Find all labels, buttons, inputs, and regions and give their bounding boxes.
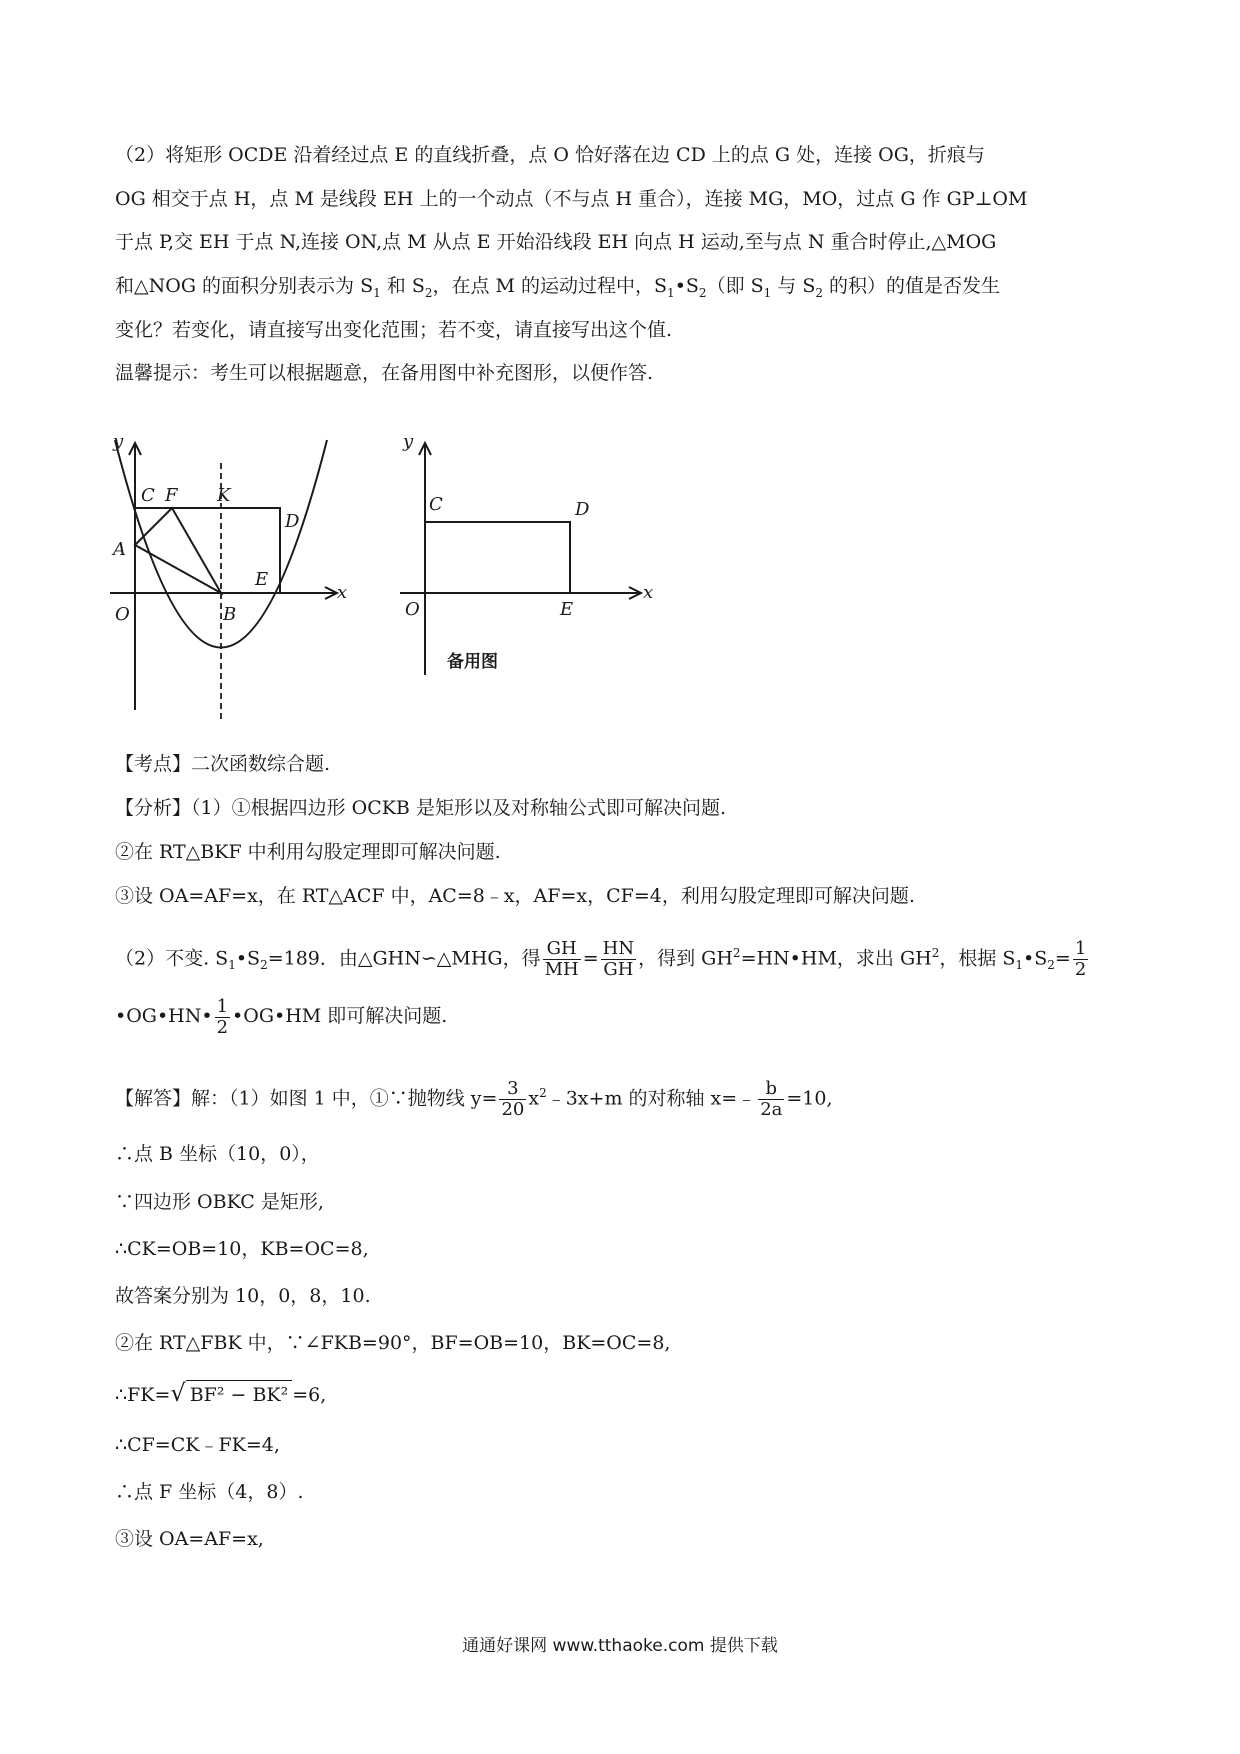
subscript: 2 bbox=[1047, 958, 1055, 973]
numerator: 1 bbox=[216, 995, 229, 1017]
subscript: 1 bbox=[228, 958, 236, 973]
kaodian-heading: 【考点】二次函数综合题. bbox=[115, 753, 331, 775]
fraction-one-half bbox=[215, 997, 230, 1038]
text: 【解答】解：（1）如图 1 中，①∵抛物线 y= bbox=[115, 1087, 498, 1110]
subscript: 2 bbox=[815, 285, 824, 300]
text: ，在点 M 的运动过程中，S bbox=[432, 275, 668, 297]
fraction-3-20 bbox=[499, 1079, 526, 1120]
text: =HN•HM，求出 GH bbox=[740, 947, 932, 970]
figure-1-parabola bbox=[105, 435, 365, 720]
label-e: E bbox=[560, 599, 574, 620]
text: = bbox=[1054, 947, 1071, 970]
problem-part2-line3: 于点 P,交 EH 于点 N,连接 ON,点 M 从点 E 开始沿线段 EH 向点 H 运动,至与点 N 重合时停止,△MOG bbox=[115, 231, 997, 253]
label-c: C bbox=[141, 485, 155, 506]
text: ﹣3x+m 的对称轴 x=﹣ bbox=[546, 1087, 757, 1110]
label-x: x bbox=[337, 582, 348, 603]
problem-part2-line4 bbox=[115, 274, 1000, 305]
text: ，得到 GH bbox=[638, 947, 733, 970]
rectangle-cde bbox=[425, 522, 570, 593]
text: •OG•HM 即可解决问题. bbox=[232, 1005, 448, 1027]
text: 和 S bbox=[380, 275, 425, 297]
label-o: O bbox=[115, 604, 130, 625]
fraction-one-half bbox=[1073, 939, 1088, 980]
text: •S bbox=[235, 947, 261, 970]
subscript: 1 bbox=[667, 285, 675, 300]
denominator: 2 bbox=[1074, 958, 1087, 980]
analysis-line4 bbox=[115, 930, 1090, 988]
text: =6, bbox=[292, 1384, 327, 1406]
label-f: F bbox=[165, 485, 178, 506]
subscript: 1 bbox=[373, 285, 381, 300]
analysis-line3: ③设 OA=AF=x，在 RT△ACF 中，AC=8﹣x，AF=x，CF=4，利用勾股定理即可解决问题. bbox=[115, 885, 915, 907]
label-e: E bbox=[255, 569, 269, 590]
solution-line10: ③设 OA=AF=x, bbox=[115, 1528, 264, 1550]
numerator: 1 bbox=[1074, 937, 1087, 959]
superscript: 2 bbox=[732, 946, 741, 960]
solution-line8: ∴CF=CK﹣FK=4, bbox=[115, 1434, 280, 1456]
problem-part2-line1: （2）将矩形 OCDE 沿着经过点 E 的直线折叠，点 O 恰好落在边 CD 上的点 G 处，连接 OG，折痕与 bbox=[115, 144, 985, 166]
analysis-line5 bbox=[115, 993, 447, 1039]
text: •S bbox=[1023, 947, 1048, 970]
denominator: 2a bbox=[760, 1098, 783, 1120]
solution-line5: 故答案分别为 10，0，8，10. bbox=[115, 1285, 371, 1307]
label-k: K bbox=[217, 485, 231, 506]
denominator: GH bbox=[603, 958, 634, 980]
page-footer: 通通好课网 www.tthaoke.com 提供下载 bbox=[462, 1636, 778, 1656]
denominator: 2 bbox=[216, 1016, 229, 1038]
text: 的积）的值是否发生 bbox=[823, 275, 1001, 297]
text: ∴FK= bbox=[115, 1384, 171, 1406]
analysis-line1: 【分析】（1）①根据四边形 OCKB 是矩形以及对称轴公式即可解决问题. bbox=[115, 797, 726, 819]
analysis-line2: ②在 RT△BKF 中利用勾股定理即可解决问题. bbox=[115, 841, 501, 863]
figure-2-backup bbox=[395, 435, 655, 720]
subscript: 2 bbox=[260, 958, 268, 973]
solution-line3: ∵四边形 OBKC 是矩形, bbox=[115, 1191, 324, 1213]
label-o: O bbox=[405, 599, 420, 620]
text: 和△NOG 的面积分别表示为 S bbox=[115, 275, 374, 297]
label-a: A bbox=[113, 539, 126, 560]
hint-text: 温馨提示：考生可以根据题意，在备用图中补充图形，以便作答. bbox=[115, 362, 654, 384]
text: 与 S bbox=[771, 275, 816, 297]
superscript: 2 bbox=[539, 1086, 547, 1100]
problem-part2-line2: OG 相交于点 H，点 M 是线段 EH 上的一个动点（不与点 H 重合），连接 MG，MO，过点 G 作 GP⊥OM bbox=[115, 188, 1028, 210]
solution-line4: ∴CK=OB=10，KB=OC=8, bbox=[115, 1238, 369, 1260]
solution-line7 bbox=[115, 1380, 326, 1407]
text: x bbox=[528, 1087, 540, 1110]
fraction-hn-gh bbox=[601, 939, 636, 980]
problem-part2-line5: 变化？若变化，请直接写出变化范围；若不变，请直接写出这个值. bbox=[115, 319, 673, 341]
sqrt-icon: √ bbox=[170, 1379, 186, 1407]
solution-line9: ∴点 F 坐标（4，8）. bbox=[115, 1481, 304, 1503]
fraction-gh-mh bbox=[543, 939, 581, 980]
subscript: 2 bbox=[424, 285, 433, 300]
subscript: 1 bbox=[1015, 958, 1024, 973]
fraction-b-2a bbox=[758, 1079, 784, 1120]
label-d: D bbox=[575, 499, 590, 520]
numerator: 3 bbox=[499, 1079, 526, 1100]
solution-line6: ②在 RT△FBK 中，∵∠FKB=90°，BF=OB=10，BK=OC=8, bbox=[115, 1332, 671, 1354]
sqrt-radicand: BF² − BK² bbox=[186, 1380, 293, 1407]
text: •S bbox=[674, 275, 699, 297]
superscript: 2 bbox=[931, 946, 940, 960]
label-c: C bbox=[429, 494, 443, 515]
numerator: HN bbox=[602, 937, 635, 959]
label-x: x bbox=[643, 582, 654, 603]
solution-line2: ∴点 B 坐标（10，0）， bbox=[115, 1143, 320, 1165]
denominator: 20 bbox=[501, 1098, 525, 1120]
text: （2）不变. S bbox=[115, 947, 229, 970]
label-d: D bbox=[285, 511, 300, 532]
denominator: MH bbox=[544, 958, 579, 980]
numerator: GH bbox=[543, 939, 581, 960]
label-b: B bbox=[223, 604, 237, 625]
figure-caption: 备用图 bbox=[447, 652, 498, 672]
equals: = bbox=[582, 947, 599, 970]
text: （即 S bbox=[706, 275, 764, 297]
label-y: y bbox=[403, 435, 414, 452]
text: =10, bbox=[786, 1087, 833, 1110]
subscript: 1 bbox=[763, 285, 772, 300]
text: =189．由△GHN∽△MHG，得 bbox=[267, 947, 541, 970]
text: ，根据 S bbox=[939, 947, 1016, 970]
label-y: y bbox=[113, 435, 124, 452]
subscript: 2 bbox=[698, 285, 707, 300]
text: •OG•HN• bbox=[115, 1005, 213, 1027]
numerator: b bbox=[758, 1079, 784, 1100]
solution-line1 bbox=[115, 1070, 833, 1121]
